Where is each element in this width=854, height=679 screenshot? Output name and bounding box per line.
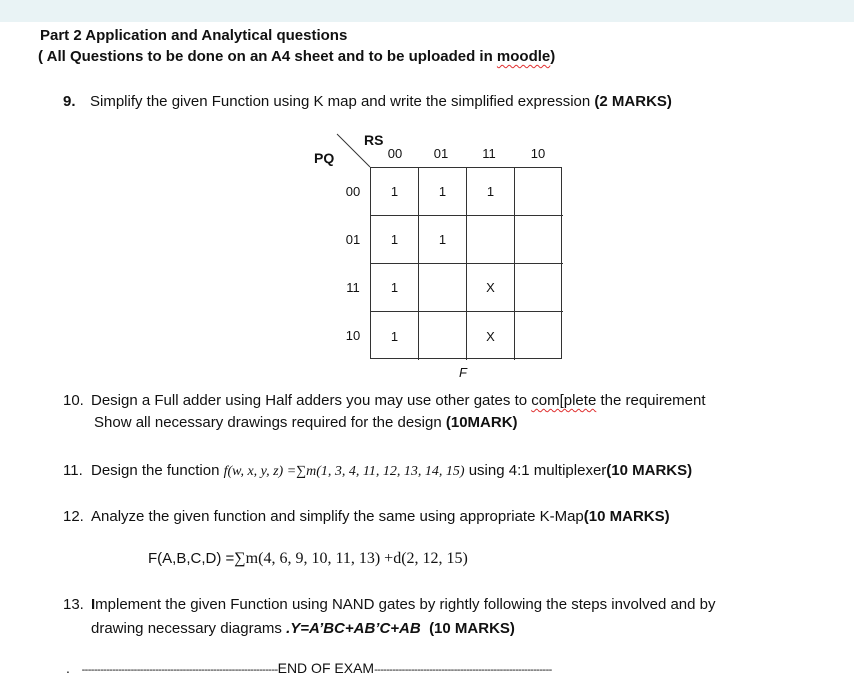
kmap-cell (419, 312, 467, 360)
kmap-cell: 1 (371, 216, 419, 264)
kmap-col-label-10: 10 (530, 146, 546, 161)
kmap-cell: 1 (371, 264, 419, 312)
question-number: 13. (63, 596, 84, 613)
kmap-cell (515, 168, 563, 216)
kmap-cell (467, 216, 515, 264)
top-strip (0, 0, 854, 22)
function-expression: f(w, x, y, z) =∑m(1, 3, 4, 11, 12, 13, 14, 15) (223, 464, 465, 479)
question-13: 13. Implement the given Function using NAND gates by rightly following the steps involved and by (63, 596, 716, 613)
kmap-cell (515, 264, 563, 312)
kmap-cell (515, 216, 563, 264)
kmap-col-label-00: 00 (387, 146, 403, 161)
kmap-cell: X (467, 312, 515, 360)
kmap-row-label-10: 10 (345, 328, 361, 343)
kmap-cell: X (467, 264, 515, 312)
question-13-line-2: drawing necessary diagrams .Y=A’BC+AB’C+AB (10 MARKS) (91, 620, 515, 637)
question-12: 12. Analyze the given function and simplify the same using appropriate K-Map(10 MARKS) (63, 508, 670, 525)
part-note: ( All Questions to be done on an A4 sheet and to be uploaded in moodle) (38, 48, 556, 65)
kmap-row-label-01: 01 (345, 232, 361, 247)
question-number: 11. (63, 462, 83, 479)
question-marks: (10MARK) (445, 414, 518, 431)
question-marks: (10 MARKS) (429, 620, 515, 637)
kmap-grid (370, 167, 562, 359)
kmap-row-label-11: 11 (346, 280, 360, 295)
question-12-function: F(A,B,C,D) =∑m(4, 6, 9, 10, 11, 13) +d(2, 12, 15) (148, 550, 468, 567)
part-heading: Part 2 Application and Analytical questions (40, 27, 348, 44)
end-of-exam-line: . ----------------------------------------------------------------END OF EXAM---------------------------------------------------------- (66, 660, 552, 676)
question-9 (63, 93, 672, 110)
kmap-row-label-00: 00 (345, 184, 361, 199)
kmap-col-label-11: 11 (482, 146, 496, 161)
question-number: 10. (63, 392, 84, 409)
question-marks: (10 MARKS) (583, 508, 670, 525)
question-number: 12. (63, 508, 84, 525)
kmap-cell (515, 312, 563, 360)
nand-expression: .Y=A’BC+AB’C+AB (286, 620, 421, 637)
kmap-cell: 1 (371, 312, 419, 360)
question-text: Simplify the given Function using K map and write the simplified expression (90, 93, 595, 110)
moodle-word: moodle (496, 48, 551, 65)
kmap-cell: 1 (419, 216, 467, 264)
kmap-row-variable: PQ (314, 150, 335, 166)
kmap-cell: 1 (467, 168, 515, 216)
question-11: 11. Design the function f(w, x, y, z) =∑m(1, 3, 4, 11, 12, 13, 14, 15) using 4:1 multiplexer(10 MARKS) (63, 462, 693, 479)
question-marks: (2 MARKS) (594, 93, 672, 110)
kmap-cell: 1 (419, 168, 467, 216)
question-10-line-2: Show all necessary drawings required for the design (10MARK) (94, 414, 518, 431)
end-of-exam-text: END OF EXAM (277, 660, 375, 676)
kmap-cell: 1 (371, 168, 419, 216)
question-number: 9. (63, 93, 76, 110)
kmap-output-label: F (459, 365, 467, 380)
question-marks: (10 MARKS) (606, 462, 693, 479)
question-10: 10. Design a Full adder using Half adders you may use other gates to com[plete the requirement (63, 392, 706, 409)
kmap-cell (419, 264, 467, 312)
kmap-col-label-01: 01 (433, 146, 449, 161)
kmap-column-variable: RS (364, 132, 384, 148)
typo-word: com[plete (531, 392, 597, 409)
